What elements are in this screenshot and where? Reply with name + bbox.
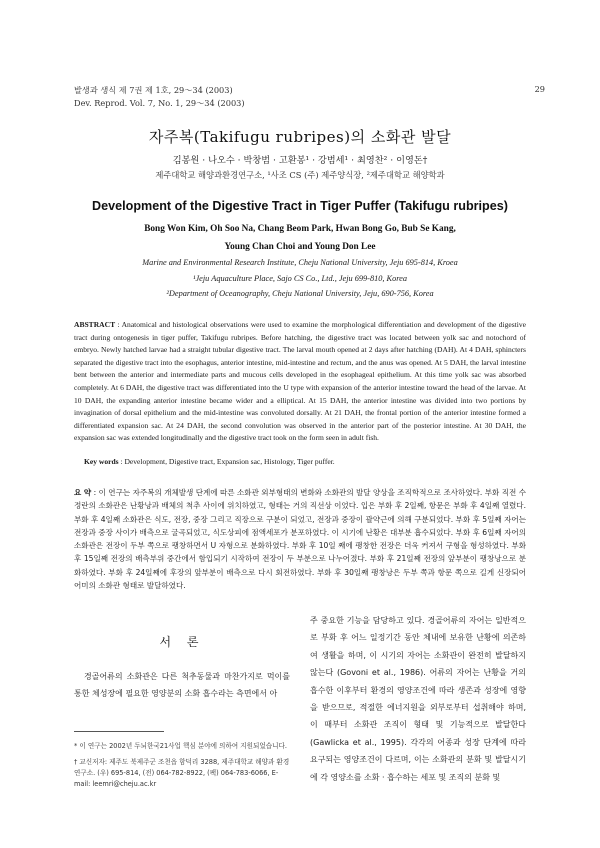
keywords [84,457,524,466]
english-authors-line2: Young Chan Choi and Young Don Lee [224,242,376,252]
abstract-text: : Anatomical and histological observations were used to examine the morphological differentiation and development of the digestive tract during ontogenesis in tiger puffer, Takifugu rubripes. Before hatching, the digestive tract was located between yolk sac and notochord of embryo. Newly hatched larvae had a straight tubular digestive tract. The larval mouth opened at 2 days after hatching (DAH). At 4 DAH, sphincters separated the digestive tract into the esophagus, anterior intestine, mid-intestine and rectum, and the anus was opened. At 5 DAH, the larval intestine bent between the anterior and intermediate parts and mucous cells developed in the esophageal epithelium. At this time yolk sac was absorbed completely. At 6 DAH, the digestive tract was differentiated into the U type with expansion of the anterior intestine toward the head of the larvae. At 10 DAH, the expanding anterior intestine became wider and a elliptical. At 15 DAH, the anterior intestine was divided into two portions by invagination of dorsal epithelium and the mid-intestine was convoluted dorsally. At 21 DAH, the frontal portion of the anterior intestine formed a differentiated expansion sac. At 24 DAH, the second convolution was observed in the anterior part of the posterior intestine. At 30 DAH, the expansion sac was extended longitudinally and the digestive tract took on the form seen in adult fish. [74,320,526,443]
english-title: Development of the Digestive Tract in Tiger Puffer (Takifugu rubripes) [92,199,508,213]
footnotes [74,741,290,795]
keywords-label: Key words [84,457,119,466]
journal-citation-korean: 발생과 생식 제 7권 제 1호, 29～34 (2003) [74,85,233,95]
running-head [74,84,245,110]
introduction-right-column: 주 중요한 기능을 담당하고 있다. 경골어류의 자어는 일반적으로 부화 후 어느 일정기간 동안 체내에 보유한 난황에 의존하여 생활을 하며, 이 시기의 자어는 소화관이 완전히 발달하지 않는다 (Govoni et al., 1986). 어류의 자어는 난황을 거의 흡수한 이후부터 환경의 영양조건에 따라 생존과 성장에 영향을 받으므로, 적절한 에너지원을 외부로부터 섭취해야 하며, 이 때부터 소화관 조직이 형태 및 기능적으로 발달한다 (Gawlicka et al., 1995). 각각의 어종과 성장 단계에 따라 요구되는 영양조건이 다르며, 이는 소화관의 분화 및 발달시기에 각 영양소를 소화 · 흡수하는 세포 및 조직의 분화 및 [310,616,526,782]
abstract-label: ABSTRACT [74,320,116,329]
korean-title: 자주복(Takifugu rubripes)의 소화관 발달 [148,128,452,146]
english-authors-line1: Bong Won Kim, Oh Soo Na, Chang Beom Park, Hwan Bong Go, Bub Se Kang, [144,224,456,234]
korean-authors: 김봉원 · 나오수 · 박창범 · 고환봉¹ · 강범세¹ · 최영찬² · 이영돈† [172,155,428,166]
affiliation-2: ¹Jeju Aquaculture Place, Sajo CS Co., Ltd., Jeju 699-810, Korea [193,273,407,283]
footnote-divider [74,731,164,732]
korean-abstract [74,486,526,592]
journal-citation-english: Dev. Reprod. Vol. 7, No. 1, 29～34 (2003) [74,98,245,108]
section-heading-introduction: 서 론 [159,635,205,649]
korean-abstract-text: : 이 연구는 자주복의 개체발생 단계에 따른 소화관 외부형태의 변화와 소화관의 발달 양상을 조직학적으로 조사하였다. 부화 직전 수정란의 소화관은 난황낭과 배체의 척추 사이에 위치하였고, 형태는 거의 직선상 이었다. 입은 부화 후 2일째, 항문은 부화 후 4일째 열렸다. 부화 후 4일째 소화관은 식도, 전장, 중장 그리고 직장으로 구분이 되었고, 전장과 중장이 괄약근에 의해 구분되었다. 부화 후 5일째 자어는 전장과 중장 사이가 배측으로 굴곡되었고, 식도상피에 점액세포가 분포하였다. 이 시기에 난황은 대부분 흡수되었다. 부화 후 6일째 자어의 소화관은 전장이 두부 쪽으로 팽창하면서 U 자형으로 분화하였다. 부화 후 10일 째에 팽창한 전장은 더욱 커져서 구형을 형성하였다. 부화 후 15일째 전장의 배측부위 중간에서 함입되기 시작하여 전장이 두 부분으로 나누어졌다. 부화 후 21일째 전장의 앞부분이 팽창낭으로 분화하였다. 부화 후 24일째에 후장의 앞부분이 배측으로 다시 회전하였다. 부화 후 30일째 팽창낭은 두부 쪽과 항문 쪽으로 길게 신장되어 어미의 소화관 형태로 발달하였다. [74,488,526,591]
affiliation-3: ²Department of Oceanography, Cheju National University, Jeju, 690-756, Korea [166,289,434,298]
corresponding-author-footnote: † 교신저자: 제주도 북제주군 조천읍 함덕리 3288, 제주대학교 해양과 환경연구소. (우) 695-814, (전) 064-782-8922, (팩) 064-783-6066, E-mail: leemri@cheju.ac.kr [74,758,290,788]
english-authors [90,220,510,256]
affiliation-1: Marine and Environmental Research Institute, Cheju National University, Jeju 695-814, Kroea [142,258,458,267]
introduction-left-column: 경골어류의 소화관은 다른 척추동물과 마찬가지로 먹이를 통한 체성장에 필요한 영양분의 소화 흡수라는 측면에서 아 [74,672,290,698]
english-affiliations [0,255,600,302]
funding-footnote: * 이 연구는 2002년 두뇌한국21사업 핵심 분야에 의하여 지원되었습니다. [74,742,287,750]
page-number: 29 [534,84,545,94]
keywords-text: : Development, Digestive tract, Expansion sac, Histology, Tiger puffer. [118,457,335,466]
abstract [74,319,526,445]
korean-affiliations: 제주대학교 해양과환경연구소, ¹사조 CS (주) 제주양식장, ²제주대학교 해양학과 [155,170,445,180]
korean-abstract-label: 요 약 [74,488,92,497]
